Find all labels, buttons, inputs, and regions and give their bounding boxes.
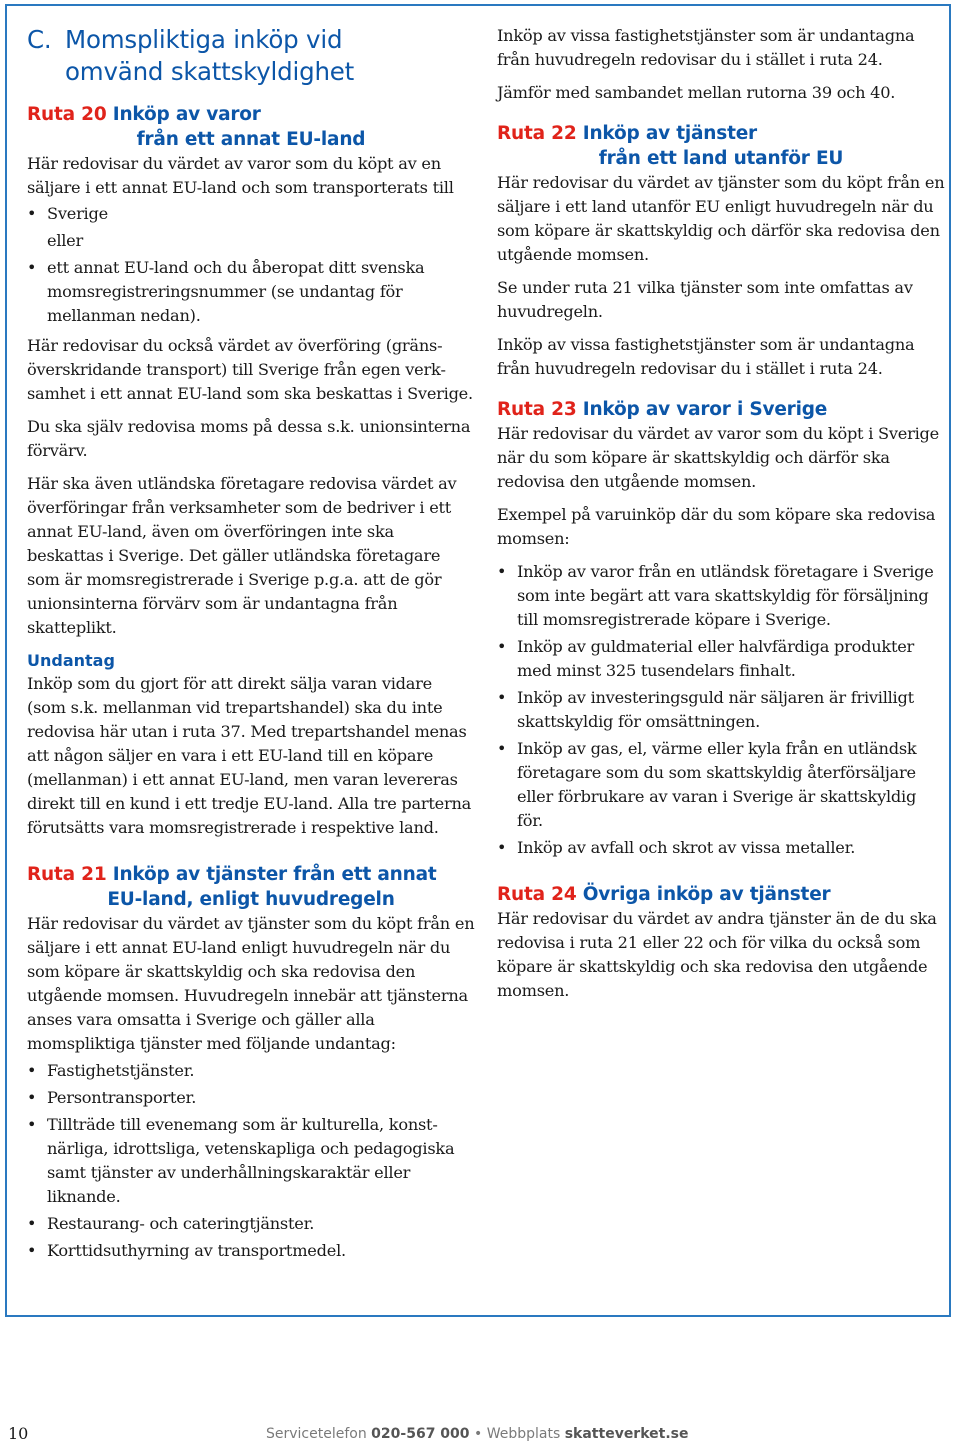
page-number: 10 xyxy=(8,1424,29,1443)
list-item: • Inköp av varor från en utländsk företagare i Sverige som inte begärt att vara skattskyldig för försäljning till momsregistrerade köpare i Sverige. xyxy=(497,560,945,632)
list-item: • Tillträde till evenemang som är kulturella, konstnärliga, idrottsliga, vetenskapliga och pedagogiska samt tjänster av underhållningskaraktär eller liknande. xyxy=(27,1113,475,1209)
section-letter: C. xyxy=(27,25,52,54)
ruta-24-heading: Ruta 24 Övriga inköp av tjänster xyxy=(497,884,831,905)
list-item: • Inköp av avfall och skrot av vissa metaller. xyxy=(497,836,945,860)
phone-number: 020-567 000 xyxy=(371,1426,470,1442)
paragraph: Inköp av vissa fastighetstjänster som är undantagna från huvudregeln redovisar du i stället i ruta 24. xyxy=(497,335,915,378)
list-item: • Fastighetstjänster. xyxy=(27,1059,475,1083)
paragraph: Här redovisar du också värdet av överföring (gränsöverskridande transport) till Sverige från egen verksamhet i ett annat EU-land som ska beskattas i Sverige. xyxy=(27,336,473,403)
paragraph: Exempel på varuinköp där du som köpare ska redovisa momsen: xyxy=(497,505,936,548)
list-item: • Inköp av investeringsguld när säljaren är frivilligt skattskyldig för omsättningen. xyxy=(497,686,945,734)
section-ruta-23 xyxy=(497,397,945,860)
section-ruta-22 xyxy=(497,121,945,381)
ruta-22-heading: Ruta 22 Inköp av tjänster från ett land utanför EU xyxy=(497,123,844,169)
page-title xyxy=(27,24,475,88)
paragraph: Här redovisar du värdet av varor som du köpt av en säljare i ett annat EU-land och som transporterats till xyxy=(27,154,454,197)
separator-dot: • xyxy=(473,1426,483,1442)
website-link[interactable]: skatteverket.se xyxy=(564,1426,689,1442)
page-title-line-2: omvänd skattskyldighet xyxy=(65,57,355,86)
list-item: • Inköp av guldmaterial eller halvfärdiga produkter med minst 325 tusendelars finhalt. xyxy=(497,635,945,683)
right-column xyxy=(497,24,945,1019)
page-title-line-1: Momspliktiga inköp vid xyxy=(65,25,343,54)
bullet-list xyxy=(27,1059,475,1263)
service-label: Servicetelefon xyxy=(266,1426,367,1442)
section-ruta-21 xyxy=(27,862,475,1263)
section-ruta-20 xyxy=(27,102,475,840)
ruta-20-heading: Ruta 20 Inköp av varor från ett annat EU-land xyxy=(27,104,366,150)
footer-contact-line xyxy=(266,1426,688,1442)
bullet-list xyxy=(497,560,945,860)
paragraph: Här redovisar du värdet av tjänster som du köpt från en säljare i ett land utanför EU enligt huvudregeln när du som köpare är skattskyldig och därför ska redovisa den utgående momsen. xyxy=(497,173,945,264)
content-frame xyxy=(5,4,951,1317)
bullet-list xyxy=(27,202,475,328)
list-item: • Sverige xyxy=(27,202,475,226)
list-item: • Korttidsuthyrning av transportmedel. xyxy=(27,1239,475,1263)
list-item-or: eller xyxy=(47,231,84,250)
paragraph: Här redovisar du värdet av tjänster som du köpt från en säljare i ett annat EU-land enligt huvudregeln när du som köpare är skattskyldig och ska redovisa den utgående momsen. Huvudregeln innebär att tjänsterna anses vara omsatta i Sverige och gäller alla momspliktiga tjänster med följande undantag: xyxy=(27,914,475,1053)
paragraph: Här ska även utländska företagare redovisa värdet av överföringar från verksamheter som de bedriver i ett annat EU-land, även om överföringen inte ska beskattas i Sverige. Det gäller utländska företagare som är momsregistrerade i Sverige p.g.a. att de gör unionsinterna förvärv som är undantagna från skatteplikt. xyxy=(27,474,457,637)
web-label: Webbplats xyxy=(486,1426,561,1442)
ruta-21-heading: Ruta 21 Inköp av tjänster från ett annat EU-land, enligt huvudregeln xyxy=(27,864,437,910)
list-item: • Inköp av gas, el, värme eller kyla från en utländsk företagare som du som skattskyldig återförsäljare eller förbrukare av varan i Sverige är skattskyldig för. xyxy=(497,737,945,833)
paragraph: Se under ruta 21 vilka tjänster som inte omfattas av huvudregeln. xyxy=(497,278,913,321)
paragraph: Jämför med sambandet mellan rutorna 39 och 40. xyxy=(497,83,896,102)
paragraph: Du ska själv redovisa moms på dessa s.k. unionsinterna förvärv. xyxy=(27,417,471,460)
paragraph: Inköp av vissa fastighetstjänster som är undantagna från huvudregeln redovisar du i stället i ruta 24. xyxy=(497,26,915,69)
list-item: • ett annat EU-land och du åberopat ditt svenska momsregistreringsnummer (se undantag för mellanman nedan). xyxy=(27,256,475,328)
list-item: • Persontransporter. xyxy=(27,1086,475,1110)
section-right-top xyxy=(497,24,945,105)
left-column xyxy=(27,24,475,1279)
undantag-heading: Undantag xyxy=(27,651,115,670)
section-ruta-24 xyxy=(497,882,945,1003)
paragraph: Här redovisar du värdet av varor som du köpt i Sverige när du som köpare är skattskyldig och därför ska redovisa den utgående momsen. xyxy=(497,424,939,491)
paragraph: Inköp som du gjort för att direkt sälja varan vidare (som s.k. mellanman vid trepartshandel) ska du inte redovisa här utan i ruta 37. Med trepartshandel menas att någon säljer en vara i ett EU-land till en köpare (mellanman) i ett annat EU-land, men varan levereras direkt till en kund i ett tredje EU-land. Alla tre parterna förutsätts vara momsregistrerade i respektive land. xyxy=(27,674,472,837)
list-item: • Restaurang- och cateringtjänster. xyxy=(27,1212,475,1236)
paragraph: Här redovisar du värdet av andra tjänster än de du ska redovisa i ruta 21 eller 22 och för vilka du också som köpare är skattskyldig och ska redovisa den utgående momsen. xyxy=(497,909,937,1000)
ruta-23-heading: Ruta 23 Inköp av varor i Sverige xyxy=(497,399,828,420)
